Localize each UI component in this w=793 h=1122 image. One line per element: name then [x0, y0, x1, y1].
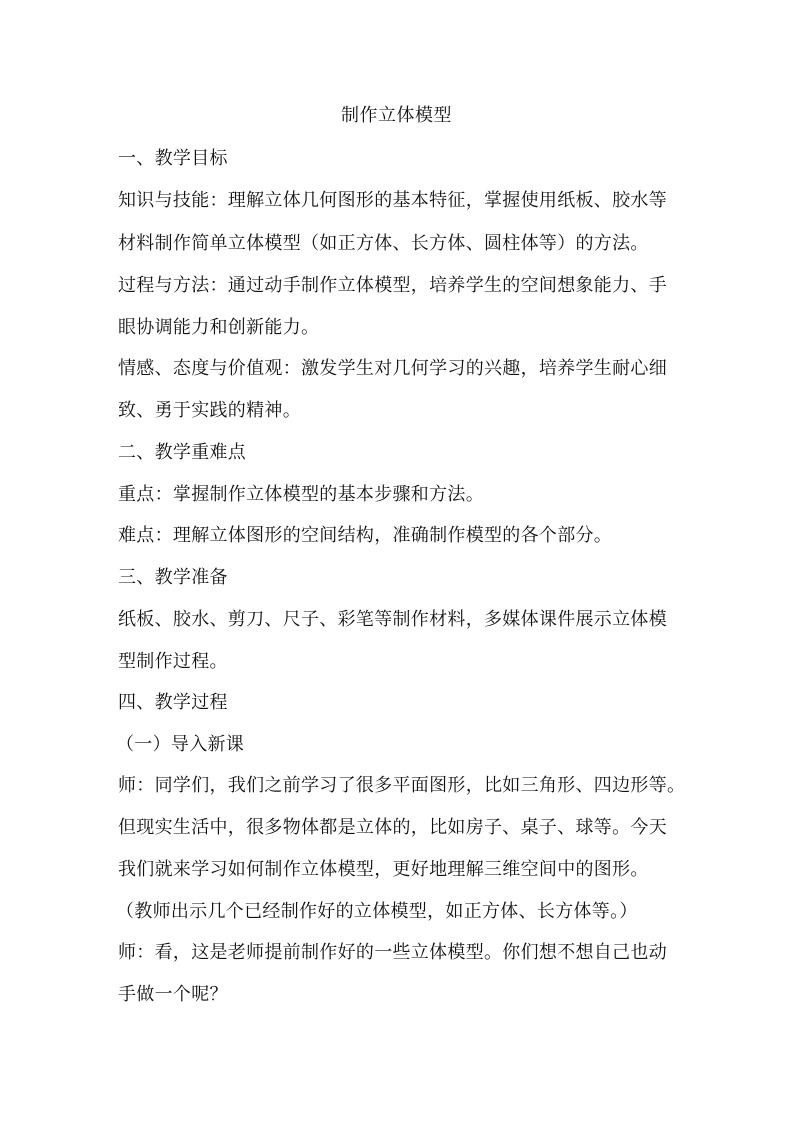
paragraph-line: 眼协调能力和创新能力。 — [118, 317, 320, 338]
paragraph-line: 纸板、胶水、剪刀、尺子、彩笔等制作材料，多媒体课件展示立体模 — [118, 609, 667, 630]
paragraph-line: 重点：掌握制作立体模型的基本步骤和方法。 — [118, 484, 484, 505]
paragraph-line: 师：看，这是老师提前制作好的一些立体模型。你们想不想自己也动 — [118, 942, 667, 963]
document-title: 制作立体模型 — [341, 105, 452, 126]
subsection-heading-intro: （一）导入新课 — [116, 734, 245, 755]
paragraph-line: 师：同学们，我们之前学习了很多平面图形，比如三角形、四边形等。 — [118, 775, 686, 796]
paragraph-line: 但现实生活中，很多物体都是立体的，比如房子、桌子、球等。今天 — [118, 817, 667, 838]
section-heading-key-points: 二、教学重难点 — [118, 442, 247, 463]
paragraph-line: 我们就来学习如何制作立体模型，更好地理解三维空间中的图形。 — [118, 859, 649, 880]
paragraph-line: 型制作过程。 — [118, 651, 228, 672]
section-heading-process: 四、教学过程 — [118, 692, 228, 713]
paragraph-line: 情感、态度与价值观：激发学生对几何学习的兴趣，培养学生耐心细 — [118, 358, 667, 379]
section-heading-objectives: 一、教学目标 — [118, 148, 228, 169]
paragraph-line: （教师出示几个已经制作好的立体模型，如正方体、长方体等。） — [116, 901, 638, 922]
paragraph-line: 致、勇于实践的精神。 — [118, 400, 301, 421]
section-heading-preparation: 三、教学准备 — [118, 567, 228, 588]
paragraph-line: 材料制作简单立体模型（如正方体、长方体、圆柱体等）的方法。 — [118, 233, 649, 254]
paragraph-line: 过程与方法：通过动手制作立体模型，培养学生的空间想象能力、手 — [118, 275, 667, 296]
paragraph-line: 手做一个呢？ — [118, 984, 228, 1005]
paragraph-line: 难点：理解立体图形的空间结构，准确制作模型的各个部分。 — [118, 525, 613, 546]
paragraph-line: 知识与技能：理解立体几何图形的基本特征，掌握使用纸板、胶水等 — [118, 190, 667, 211]
